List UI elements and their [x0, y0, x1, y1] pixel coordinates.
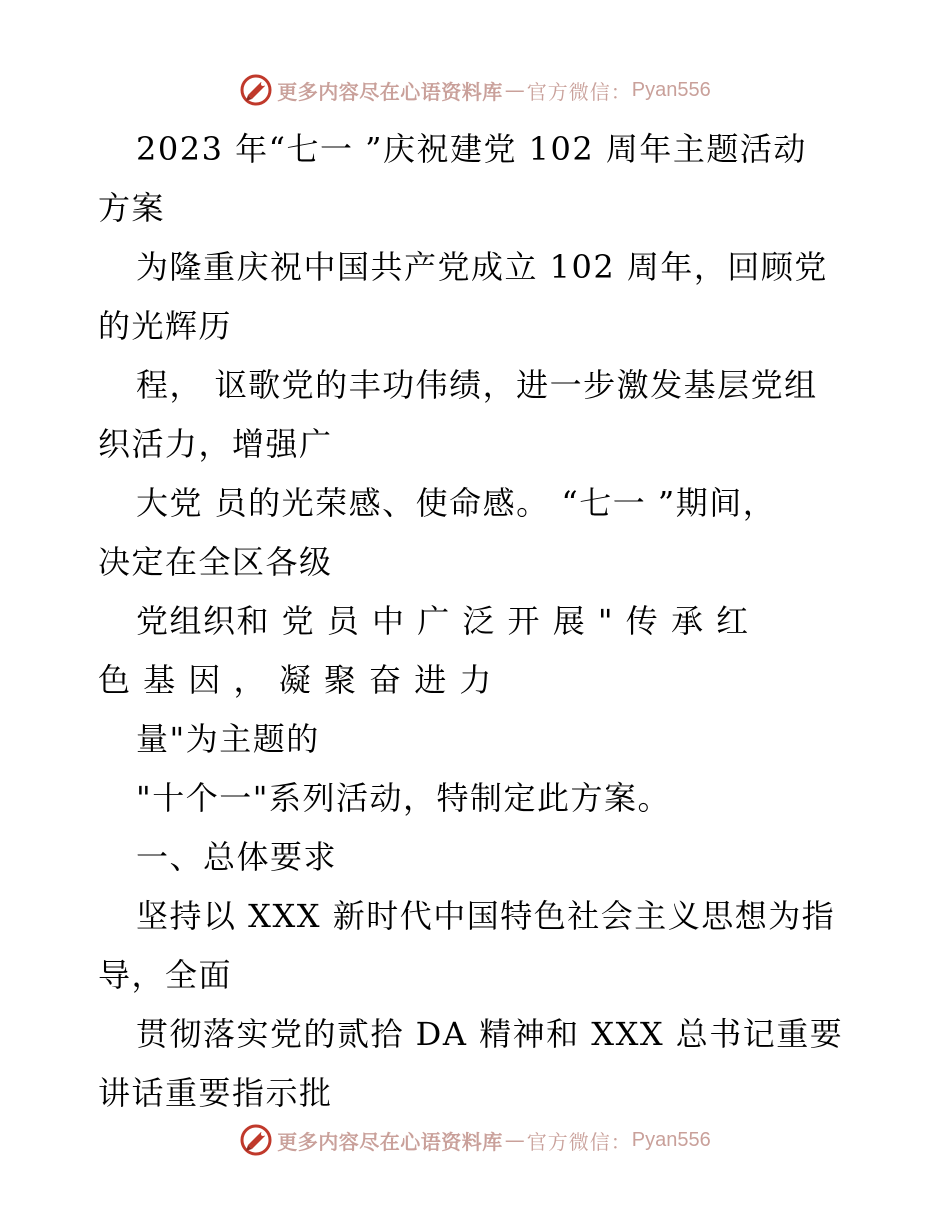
doc-line-7: 大党 员的光荣感、使命感。 “七一 ”期间， [136, 484, 777, 522]
doc-line-11: 量"为主题的 [136, 720, 320, 758]
promo-text: 更多内容尽在心语资料库 [277, 1129, 503, 1154]
brand-logo-icon [239, 1123, 273, 1157]
doc-line-9: 党组织和 党 员 中 广 泛 开 展 " 传 承 红 [136, 602, 750, 640]
doc-line-1: 2023 年“七一 ”庆祝建党 102 周年主题活动 [136, 130, 807, 168]
wechat-id: Pyan556 [631, 1128, 711, 1151]
wechat-id: Pyan556 [631, 78, 711, 101]
doc-line-5: 程， 讴歌党的丰功伟绩，进一步激发基层党组 [136, 366, 818, 404]
doc-line-17: 讲话重要指示批 [98, 1074, 333, 1112]
doc-line-8: 决定在全区各级 [98, 543, 333, 581]
header-banner [0, 70, 950, 110]
promo-text: 更多内容尽在心语资料库 [277, 79, 503, 104]
doc-line-4: 的光辉历 [98, 307, 233, 345]
doc-line-14: 坚持以 XXX 新时代中国特色社会主义思想为指 [136, 897, 836, 935]
official-label: 官方微信： [526, 1129, 632, 1154]
footer-banner [0, 1120, 950, 1160]
doc-line-12: "十个一"系列活动，特制定此方案。 [136, 779, 671, 817]
official-label: 官方微信： [526, 79, 632, 104]
doc-line-15: 导，全面 [98, 956, 233, 994]
brand-logo-icon [239, 73, 273, 107]
document-body [98, 120, 844, 1123]
doc-line-16: 贯彻落实党的贰拾 DA 精神和 XXX 总书记重要 [136, 1015, 844, 1053]
doc-line-10: 色 基 因 ， 凝 聚 奋 进 力 [98, 661, 493, 699]
banner-separator: — [504, 1128, 525, 1152]
banner-separator: — [504, 78, 525, 102]
doc-line-2: 方案 [98, 189, 166, 227]
section-heading: 一、总体要求 [136, 838, 338, 876]
doc-line-3: 为隆重庆祝中国共产党成立 102 周年，回顾党 [136, 248, 828, 286]
doc-line-6: 织活力，增强广 [98, 425, 333, 463]
